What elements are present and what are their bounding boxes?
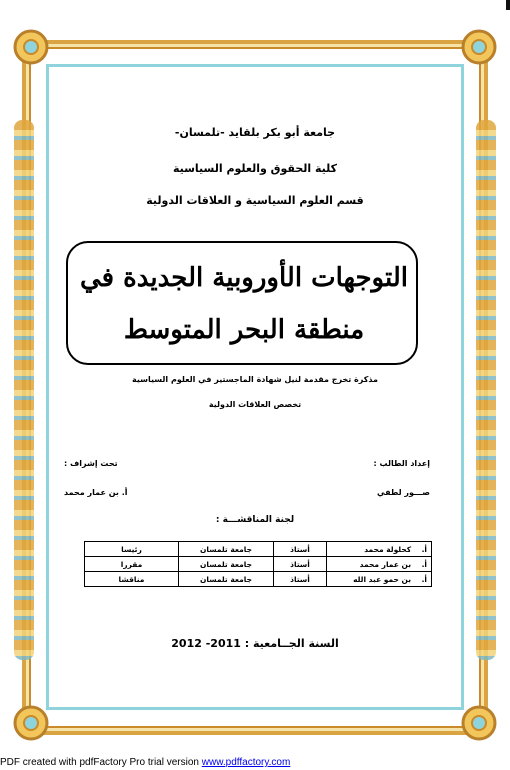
student-label: إعداد الطالب : (373, 459, 430, 468)
thesis-title-line-1: التوجهات الأوروبية الجديدة في (80, 263, 408, 293)
supervisor-name: أ. بن عمار محمد (64, 488, 128, 497)
corner-ornament-top-right (456, 24, 502, 70)
right-garland-ornament (476, 120, 496, 660)
top-bar (0, 0, 510, 12)
member-role: رئيسا (85, 542, 179, 557)
member-name-cell (327, 542, 432, 557)
pdf-footer (0, 757, 290, 768)
member-name: كحلولة محمد (364, 544, 412, 554)
member-university: جامعة تلمسان (179, 572, 274, 587)
thesis-description: مذكرة تخرج مقدمة لنيل شهادة الماجستير في العلوم السياسية (132, 375, 378, 384)
member-role: مناقشا (85, 572, 179, 587)
member-prefix: أ. (421, 574, 427, 584)
member-prefix: أ. (421, 544, 427, 554)
member-role: مقررا (85, 557, 179, 572)
corner-ornament-bottom-left (8, 700, 54, 746)
member-name-cell (327, 557, 432, 572)
member-rank: أستاذ (274, 557, 327, 572)
member-rank: أستاذ (274, 542, 327, 557)
table-row (85, 542, 432, 557)
table-row (85, 557, 432, 572)
corner-ornament-top-left (8, 24, 54, 70)
member-university: جامعة تلمسان (179, 557, 274, 572)
member-prefix: أ. (421, 559, 427, 569)
academic-year: السنة الجــامعية : 2011- 2012 (171, 637, 339, 650)
table-row (85, 572, 432, 587)
department-name: قسم العلوم السياسية و العلاقات الدولية (146, 194, 364, 207)
thesis-title-line-2: منطقة البحر المتوسط (123, 315, 365, 345)
student-name: صـــور لطفي (377, 488, 430, 497)
pdffactory-link[interactable]: www.pdffactory.com (201, 757, 291, 768)
left-garland-ornament (14, 120, 34, 660)
supervisor-label: تحت إشراف : (64, 459, 118, 468)
thesis-title-box (66, 241, 418, 365)
ornamental-frame-inner (46, 64, 464, 710)
member-university: جامعة تلمسان (179, 542, 274, 557)
member-name-cell (327, 572, 432, 587)
top-bar-marker (506, 0, 510, 10)
university-name: جامعة أبو بكر بلقايد -تلمسان- (174, 126, 336, 139)
committee-heading: لجنة المناقشـــة : (215, 515, 295, 525)
member-rank: أستاذ (274, 572, 327, 587)
footer-text: PDF created with pdfFactory Pro trial version (0, 757, 202, 768)
member-name: بن عمار محمد (359, 559, 412, 569)
committee-table (84, 541, 432, 587)
corner-ornament-bottom-right (456, 700, 502, 746)
member-name: بن حمو عبد الله (353, 574, 412, 584)
faculty-name: كلية الحقوق والعلوم السياسية (172, 162, 338, 175)
thesis-specialty: تخصص العلاقات الدولية (208, 400, 302, 409)
